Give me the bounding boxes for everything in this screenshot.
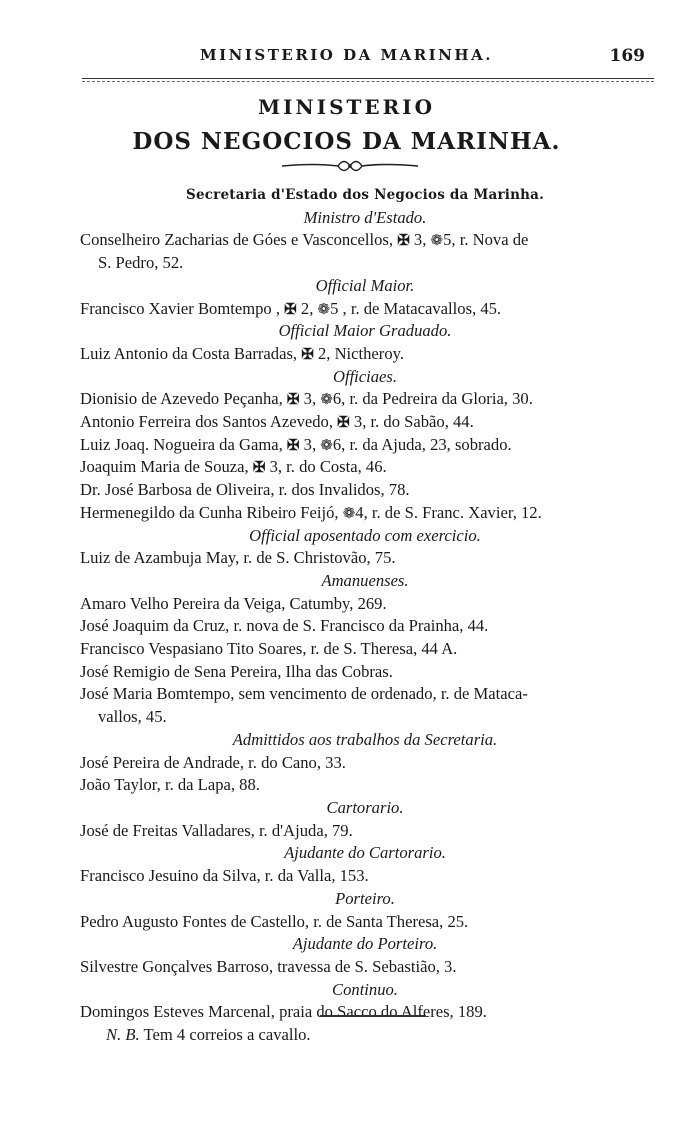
- office-heading: Continuo.: [332, 979, 398, 999]
- flourish-divider-icon: [280, 160, 420, 172]
- directory-entry: [80, 865, 650, 888]
- entry-continuation-text: vallos, 45.: [98, 707, 167, 727]
- directory-entry: [80, 388, 650, 411]
- entry-text: Pedro Augusto Fontes de Castello, r. de Santa Theresa, 25.: [80, 911, 469, 931]
- entry-name: Hermenegildo da Cunha Ribeiro Feijó,: [80, 502, 339, 522]
- cross-icon: ✠: [397, 233, 410, 250]
- office-heading: Admittidos aos trabalhos da Secretaria.: [232, 729, 498, 749]
- note-label: N. B.: [106, 1025, 140, 1045]
- entry-text: José Remigio de Sena Pereira, Ilha das Cobras.: [80, 661, 393, 681]
- directory-entry: [80, 411, 650, 434]
- entry-continuation: [80, 252, 650, 275]
- ministry-title: MINISTERIO: [257, 95, 436, 119]
- running-title: MINISTERIO DA MARINHA.: [200, 46, 493, 64]
- directory-entry: [80, 752, 650, 775]
- cross-icon: ✠: [252, 460, 266, 477]
- directory-entry: [80, 434, 650, 457]
- cross-icon: ✠: [286, 437, 300, 454]
- entry-text: Francisco Jesuino da Silva, r. da Valla, 153.: [80, 866, 369, 886]
- directory-entry: [80, 956, 650, 979]
- closing-rule: [320, 1015, 426, 1017]
- order-grade: 3,: [303, 389, 317, 409]
- entry-name: Dionisio de Azevedo Peçanha,: [80, 389, 283, 409]
- office-heading: Cartorario.: [326, 797, 404, 817]
- entry-address: r. de Matacavallos, 45.: [350, 298, 502, 318]
- directory-entry: [80, 343, 650, 366]
- order-grade: 2,: [317, 343, 331, 363]
- directory-entry: [80, 911, 650, 934]
- entry-address: r. do Costa, 46.: [286, 457, 387, 477]
- rose-icon: ❁: [317, 301, 331, 318]
- entry-name: Francisco Xavier Bomtempo ,: [80, 298, 281, 318]
- directory-entry: [80, 502, 650, 525]
- header-rule-dotted: [82, 81, 654, 82]
- entry-name: Luiz Joaq. Nogueira da Gama,: [80, 434, 283, 454]
- office-heading: Porteiro.: [335, 888, 395, 908]
- entry-continuation-text: S. Pedro, 52.: [98, 253, 184, 273]
- entry-text: Domingos Esteves Marcenal, praia do Sacco do Alferes, 189.: [80, 1002, 487, 1022]
- directory-entry: [80, 683, 650, 706]
- entry-text: Dr. José Barbosa de Oliveira, r. dos Invalidos, 78.: [80, 480, 410, 500]
- office-heading: Ajudante do Cartorario.: [284, 843, 446, 863]
- entry-address: r. do Sabão, 44.: [370, 412, 474, 432]
- entry-name: Joaquim Maria de Souza,: [80, 457, 249, 477]
- entry-address: r. de S. Franc. Xavier, 12.: [371, 502, 542, 522]
- rose-icon: ❁: [342, 505, 356, 522]
- directory-entry: [80, 479, 650, 502]
- office-heading: Ajudante do Porteiro.: [292, 934, 438, 954]
- rose-icon: ❁: [430, 233, 444, 250]
- entry-continuation: [80, 706, 650, 729]
- order-grade: 4,: [355, 502, 368, 522]
- office-heading: Officiaes.: [332, 366, 398, 386]
- directory-entry: [80, 615, 650, 638]
- cross-icon: ✠: [284, 301, 297, 318]
- directory-listing: [80, 184, 650, 1047]
- order-grade: 6,: [332, 389, 346, 409]
- cross-icon: ✠: [301, 346, 314, 363]
- entry-name: Conselheiro Zacharias de Góes e Vasconcellos,: [80, 230, 394, 250]
- entry-text: José Pereira de Andrade, r. do Cano, 33.: [80, 752, 346, 772]
- order-grade: 3,: [353, 412, 367, 432]
- entry-text: José Maria Bomtempo, sem vencimento de ordenado, r. de Mataca-: [80, 684, 528, 704]
- order-grade: 5,: [443, 230, 456, 250]
- page-number: 169: [609, 46, 645, 66]
- order-grade: 3,: [269, 457, 283, 477]
- department-heading: Secretaria d'Estado dos Negocios da Marinha.: [186, 187, 544, 203]
- office-heading: Amanuenses.: [321, 570, 409, 590]
- cross-icon: ✠: [337, 415, 350, 432]
- entry-address: r. da Ajuda, 23, sobrado.: [349, 434, 512, 454]
- entry-address: r. Nova de: [459, 230, 529, 250]
- directory-entry: [80, 774, 650, 797]
- rose-icon: ❁: [320, 392, 333, 409]
- entry-text: José Joaquim da Cruz, r. nova de S. Francisco da Prainha, 44.: [80, 616, 489, 636]
- office-heading: Official Maior.: [315, 275, 415, 295]
- office-heading: Ministro d'Estado.: [303, 207, 427, 227]
- ministry-subtitle: DOS NEGOCIOS DA MARINHA.: [132, 128, 561, 155]
- directory-entry: [80, 547, 650, 570]
- order-grade: 2,: [300, 298, 314, 318]
- directory-entry: [80, 820, 650, 843]
- entry-name: Luiz Antonio da Costa Barradas,: [80, 343, 298, 363]
- footnote: [80, 1024, 650, 1047]
- entry-text: José de Freitas Valladares, r. d'Ajuda, 79.: [80, 820, 353, 840]
- directory-entry: [80, 593, 650, 616]
- order-grade: 5 ,: [330, 298, 347, 318]
- order-grade: 3,: [413, 230, 427, 250]
- office-heading: Official Maior Graduado.: [278, 321, 452, 341]
- entry-address: Nictheroy.: [334, 343, 404, 363]
- entry-text: Luiz de Azambuja May, r. de S. Christovão, 75.: [80, 548, 396, 568]
- entry-text: Amaro Velho Pereira da Veiga, Catumby, 269.: [80, 593, 387, 613]
- entry-text: Francisco Vespasiano Tito Soares, r. de S. Theresa, 44 A.: [80, 639, 458, 659]
- directory-entry: [80, 661, 650, 684]
- order-grade: 3,: [303, 434, 317, 454]
- directory-entry: [80, 456, 650, 479]
- rose-icon: ❁: [320, 437, 333, 454]
- header-rule: [82, 78, 654, 79]
- entry-name: Antonio Ferreira dos Santos Azevedo,: [80, 412, 334, 432]
- directory-entry: [80, 1001, 650, 1024]
- note-text: Tem 4 correios a cavallo.: [143, 1025, 311, 1045]
- directory-entry: [80, 229, 650, 252]
- entry-address: r. da Pedreira da Gloria, 30.: [349, 389, 533, 409]
- entry-text: Silvestre Gonçalves Barroso, travessa de S. Sebastião, 3.: [80, 956, 457, 976]
- office-heading: Official aposentado com exercicio.: [249, 525, 481, 545]
- directory-entry: [80, 638, 650, 661]
- order-grade: 6,: [332, 434, 346, 454]
- directory-entry: [80, 298, 650, 321]
- entry-text: João Taylor, r. da Lapa, 88.: [80, 775, 260, 795]
- cross-icon: ✠: [286, 392, 300, 409]
